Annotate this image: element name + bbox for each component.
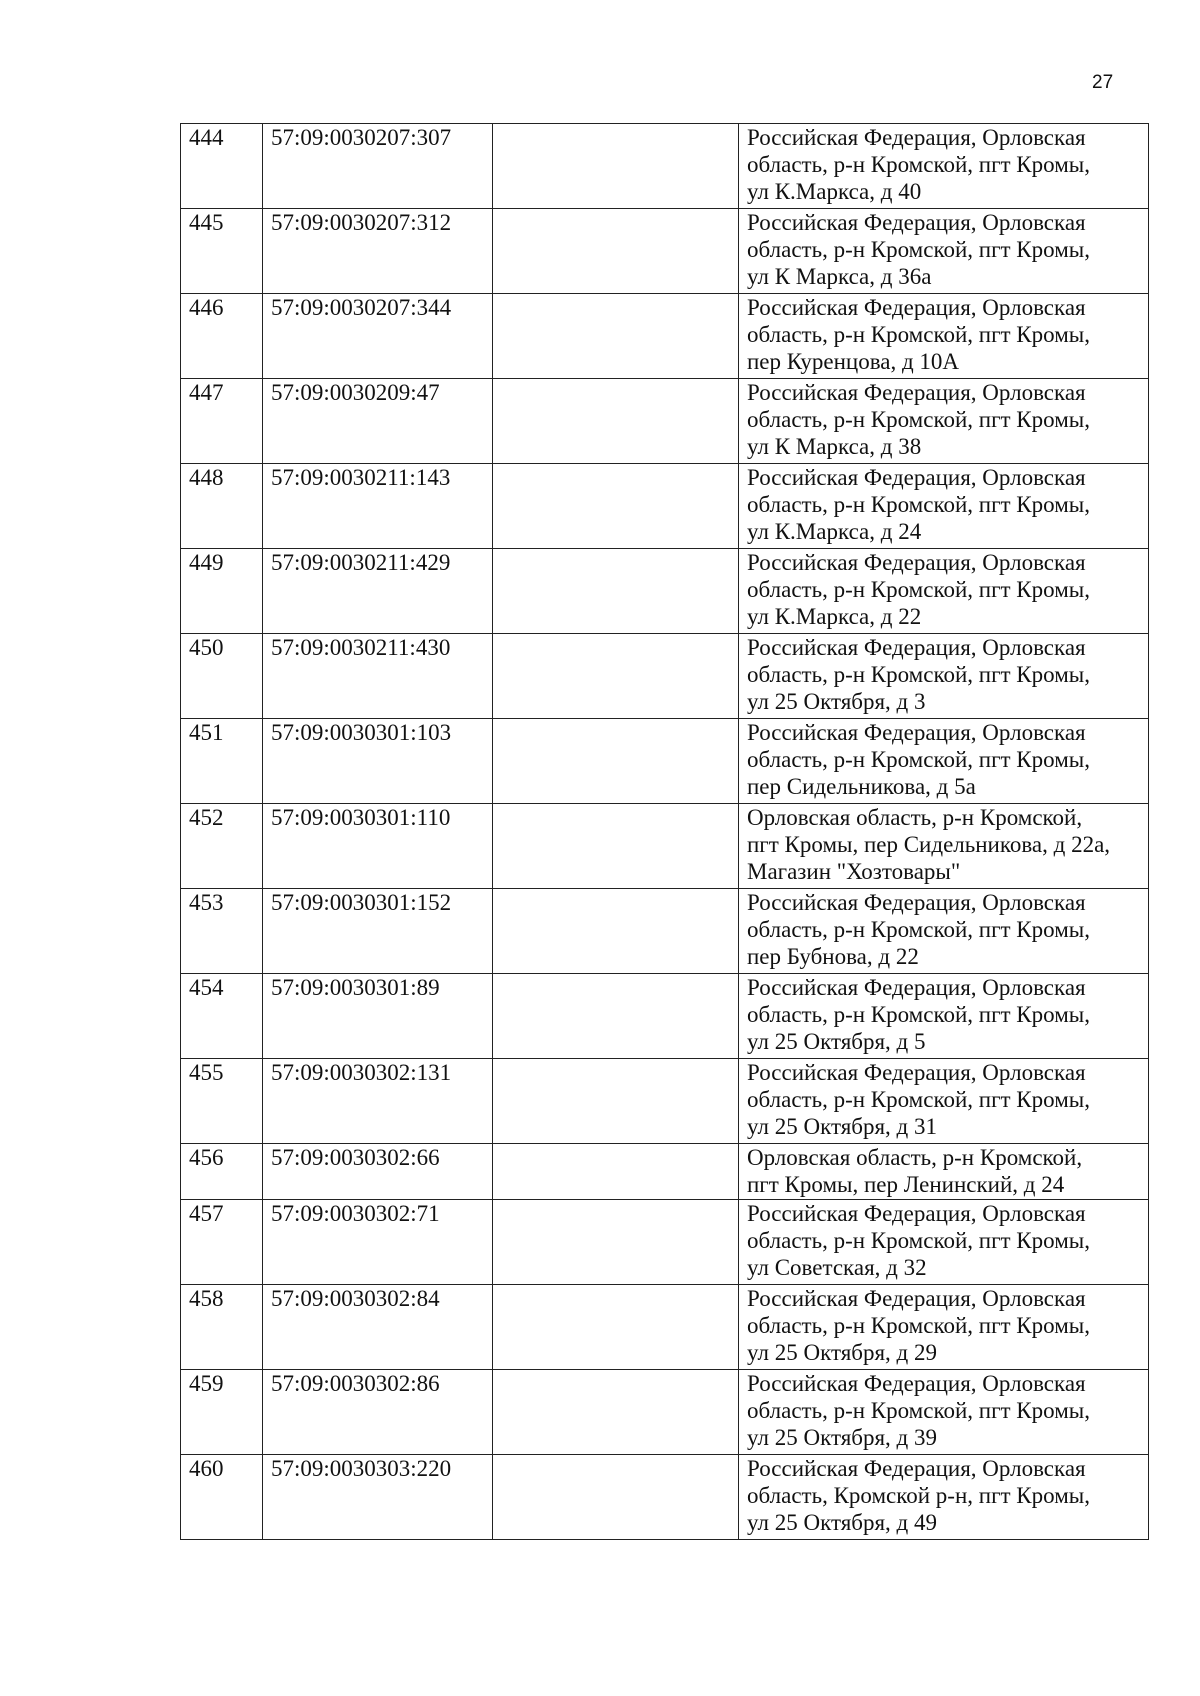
row-number-cell: 444	[181, 124, 263, 209]
registry-table	[180, 123, 1149, 1540]
address-cell: Орловская область, р-н Кромской, пгт Кромы, пер Сидельникова, д 22а, Магазин "Хозтовары"	[739, 804, 1149, 889]
row-number-cell: 450	[181, 634, 263, 719]
address-cell: Российская Федерация, Орловская область, р-н Кромской, пгт Кромы, пер Бубнова, д 22	[739, 889, 1149, 974]
cadastral-number-cell: 57:09:0030211:429	[263, 549, 493, 634]
address-cell: Российская Федерация, Орловская область, р-н Кромской, пгт Кромы, ул 25 Октября, д 5	[739, 974, 1149, 1059]
row-number-cell: 457	[181, 1200, 263, 1285]
table-row	[181, 974, 1149, 1059]
cadastral-number-cell: 57:09:0030207:312	[263, 209, 493, 294]
empty-cell	[493, 1285, 739, 1370]
address-cell: Российская Федерация, Орловская область, р-н Кромской, пгт Кромы, ул Советская, д 32	[739, 1200, 1149, 1285]
address-cell: Российская Федерация, Орловская область, р-н Кромской, пгт Кромы, ул 25 Октября, д 3	[739, 634, 1149, 719]
empty-cell	[493, 549, 739, 634]
row-number-cell: 454	[181, 974, 263, 1059]
empty-cell	[493, 974, 739, 1059]
cadastral-number-cell: 57:09:0030302:71	[263, 1200, 493, 1285]
empty-cell	[493, 1200, 739, 1285]
row-number-cell: 459	[181, 1370, 263, 1455]
cadastral-number-cell: 57:09:0030301:110	[263, 804, 493, 889]
table-row	[181, 1455, 1149, 1540]
table-row	[181, 804, 1149, 889]
table-row	[181, 1144, 1149, 1200]
row-number-cell: 446	[181, 294, 263, 379]
row-number-cell: 445	[181, 209, 263, 294]
empty-cell	[493, 124, 739, 209]
empty-cell	[493, 379, 739, 464]
table-row	[181, 549, 1149, 634]
address-cell: Российская Федерация, Орловская область, р-н Кромской, пгт Кромы, ул 25 Октября, д 31	[739, 1059, 1149, 1144]
empty-cell	[493, 209, 739, 294]
empty-cell	[493, 1144, 739, 1200]
table-row	[181, 719, 1149, 804]
table-row	[181, 634, 1149, 719]
table-row	[181, 464, 1149, 549]
row-number-cell: 460	[181, 1455, 263, 1540]
table-row	[181, 209, 1149, 294]
row-number-cell: 453	[181, 889, 263, 974]
address-cell: Российская Федерация, Орловская область, р-н Кромской, пгт Кромы, ул 25 Октября, д 29	[739, 1285, 1149, 1370]
empty-cell	[493, 1059, 739, 1144]
row-number-cell: 458	[181, 1285, 263, 1370]
table-row	[181, 1200, 1149, 1285]
cadastral-number-cell: 57:09:0030207:307	[263, 124, 493, 209]
row-number-cell: 452	[181, 804, 263, 889]
cadastral-number-cell: 57:09:0030211:430	[263, 634, 493, 719]
empty-cell	[493, 1455, 739, 1540]
registry-table-body	[181, 124, 1149, 1540]
empty-cell	[493, 634, 739, 719]
cadastral-number-cell: 57:09:0030301:89	[263, 974, 493, 1059]
table-row	[181, 1059, 1149, 1144]
row-number-cell: 447	[181, 379, 263, 464]
table-row	[181, 1370, 1149, 1455]
address-cell: Российская Федерация, Орловская область, р-н Кромской, пгт Кромы, пер Сидельникова, д 5а	[739, 719, 1149, 804]
cadastral-number-cell: 57:09:0030211:143	[263, 464, 493, 549]
address-cell: Российская Федерация, Орловская область, р-н Кромской, пгт Кромы, ул К Маркса, д 38	[739, 379, 1149, 464]
address-cell: Российская Федерация, Орловская область, р-н Кромской, пгт Кромы, ул К Маркса, д 36а	[739, 209, 1149, 294]
address-cell: Российская Федерация, Орловская область, р-н Кромской, пгт Кромы, ул К.Маркса, д 24	[739, 464, 1149, 549]
address-cell: Российская Федерация, Орловская область, р-н Кромской, пгт Кромы, пер Куренцова, д 10А	[739, 294, 1149, 379]
cadastral-number-cell: 57:09:0030302:66	[263, 1144, 493, 1200]
page-number: 27	[1092, 72, 1114, 93]
cadastral-number-cell: 57:09:0030302:131	[263, 1059, 493, 1144]
cadastral-number-cell: 57:09:0030302:86	[263, 1370, 493, 1455]
empty-cell	[493, 804, 739, 889]
empty-cell	[493, 464, 739, 549]
row-number-cell: 456	[181, 1144, 263, 1200]
empty-cell	[493, 294, 739, 379]
table-row	[181, 294, 1149, 379]
address-cell: Российская Федерация, Орловская область, р-н Кромской, пгт Кромы, ул 25 Октября, д 39	[739, 1370, 1149, 1455]
cadastral-number-cell: 57:09:0030303:220	[263, 1455, 493, 1540]
row-number-cell: 448	[181, 464, 263, 549]
empty-cell	[493, 889, 739, 974]
address-cell: Российская Федерация, Орловская область, р-н Кромской, пгт Кромы, ул К.Маркса, д 22	[739, 549, 1149, 634]
address-cell: Орловская область, р-н Кромской, пгт Кромы, пер Ленинский, д 24	[739, 1144, 1149, 1200]
address-cell: Российская Федерация, Орловская область, р-н Кромской, пгт Кромы, ул К.Маркса, д 40	[739, 124, 1149, 209]
row-number-cell: 455	[181, 1059, 263, 1144]
table-row	[181, 379, 1149, 464]
cadastral-number-cell: 57:09:0030209:47	[263, 379, 493, 464]
cadastral-number-cell: 57:09:0030301:103	[263, 719, 493, 804]
address-cell: Российская Федерация, Орловская область, Кромской р-н, пгт Кромы, ул 25 Октября, д 49	[739, 1455, 1149, 1540]
table-row	[181, 1285, 1149, 1370]
empty-cell	[493, 1370, 739, 1455]
cadastral-number-cell: 57:09:0030301:152	[263, 889, 493, 974]
empty-cell	[493, 719, 739, 804]
row-number-cell: 451	[181, 719, 263, 804]
cadastral-number-cell: 57:09:0030302:84	[263, 1285, 493, 1370]
cadastral-number-cell: 57:09:0030207:344	[263, 294, 493, 379]
row-number-cell: 449	[181, 549, 263, 634]
table-row	[181, 124, 1149, 209]
table-row	[181, 889, 1149, 974]
